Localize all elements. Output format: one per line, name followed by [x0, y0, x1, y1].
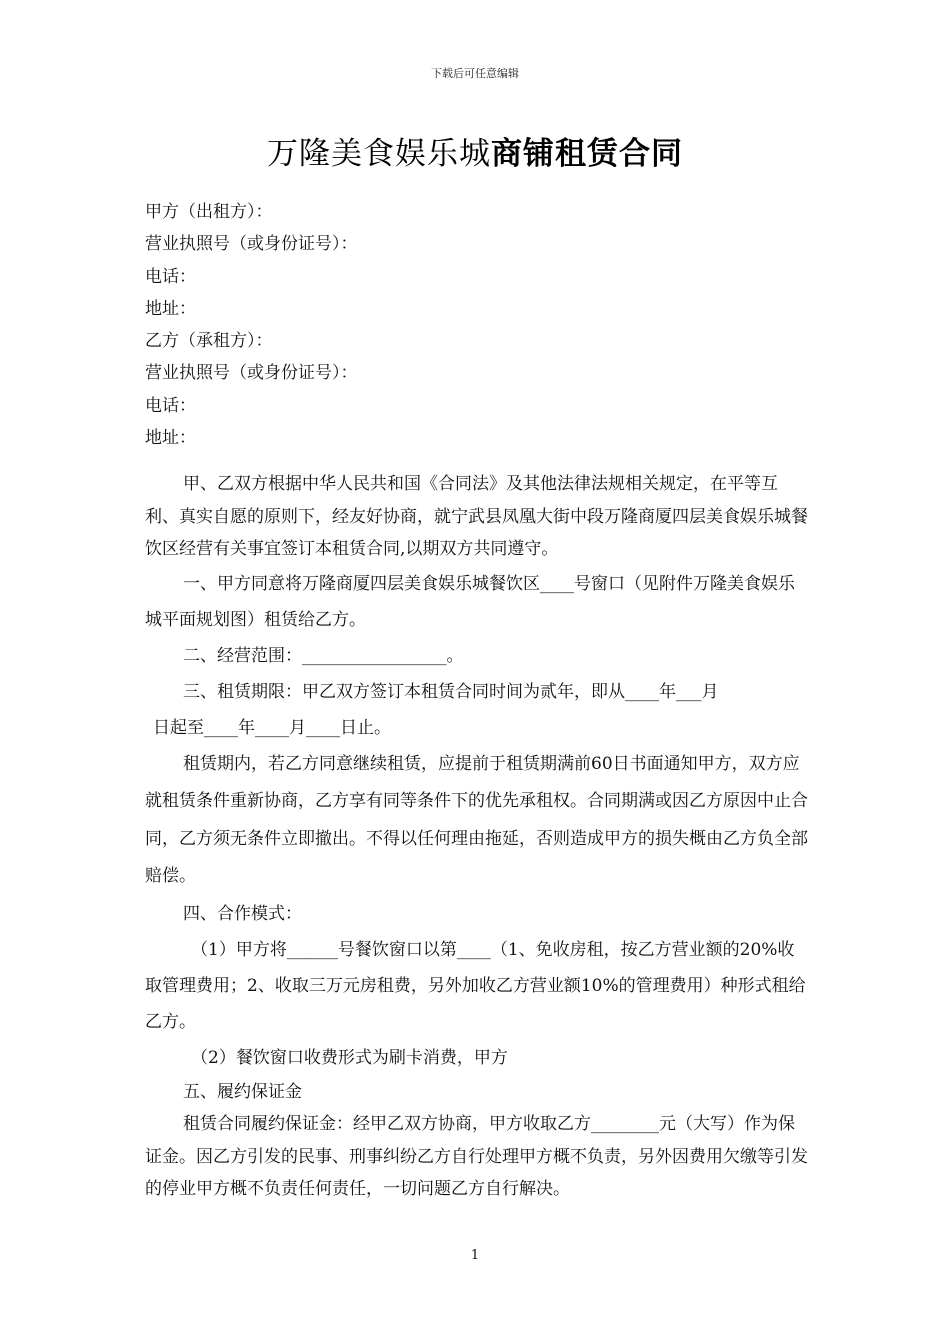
party-a-phone-label: 电话： [145, 266, 196, 287]
clause-2-paragraph: 二、经营范围：_________________。 [183, 645, 464, 666]
party-a-label: 甲方（出租方）： [145, 202, 273, 222]
clause-3-line-2: 日起至____年____月____日止。 [153, 717, 391, 738]
clause-1-paragraph: 一、甲方同意将万隆商厦四层美食娱乐城餐饮区____号窗口（见附件万隆美食娱乐城平面规划图）租赁给乙方。 [145, 573, 795, 630]
header-note: 下载后可任意编辑 [431, 67, 519, 80]
party-b-label: 乙方（承租方）： [145, 331, 273, 352]
document-title [0, 128, 950, 173]
intro-paragraph: 甲、乙双方根据中华人民共和国《合同法》及其他法律法规相关规定，在平等互利、真实自愿的原则下，经友好协商，就宁武县凤凰大街中段万隆商厦四层美食娱乐城餐饮区经营有关事宜签订本租赁合同,以期双方共同遵守。 [145, 474, 808, 559]
clause-3-line-1: 三、租赁期限：甲乙双方签订本租赁合同时间为贰年，即从____年___月 [183, 681, 719, 702]
parties-block [145, 196, 825, 454]
party-b-phone-label: 电话： [145, 395, 196, 416]
page-number: 1 [470, 1248, 480, 1263]
title-part-2: 商铺租赁合同 [491, 136, 683, 172]
mode-2-paragraph: （2）餐饮窗口收费形式为刷卡消费，甲方 [191, 1047, 508, 1068]
party-b-license-label: 营业执照号（或身份证号）： [145, 363, 358, 384]
clause-4-heading: 四、合作模式： [183, 903, 302, 924]
contract-body [145, 468, 810, 1206]
party-b-address-label: 地址： [145, 428, 196, 449]
renewal-paragraph: 租赁期内，若乙方同意继续租赁，应提前于租赁期满前60日书面通知甲方，双方应就租赁条件重新协商，乙方享有同等条件下的优先承租权。合同期满或因乙方原因中止合同，乙方须无条件立即撤出。不得以任何理由拖延，否则造成甲方的损失概由乙方负全部赔偿。 [145, 753, 808, 886]
title-part-1: 万隆美食娱乐城 [267, 136, 491, 172]
mode-1-paragraph: （1）甲方将______号餐饮窗口以第____（1、免收房租，按乙方营业额的20%收取管理费用；2、收取三万元房租费，另外加收乙方营业额10%的管理费用）种形式租给乙方。 [145, 939, 806, 1032]
party-a-address-label: 地址： [145, 298, 196, 319]
deposit-paragraph: 租赁合同履约保证金：经甲乙双方协商，甲方收取乙方________元（大写）作为保证金。因乙方引发的民事、刑事纠纷乙方自行处理甲方概不负责，另外因费用欠缴等引发的停业甲方概不负责任何责任，一切问题乙方自行解决。 [145, 1114, 808, 1199]
party-a-license-label: 营业执照号（或身份证号）： [145, 234, 358, 255]
clause-5-heading: 五、履约保证金 [183, 1081, 302, 1102]
